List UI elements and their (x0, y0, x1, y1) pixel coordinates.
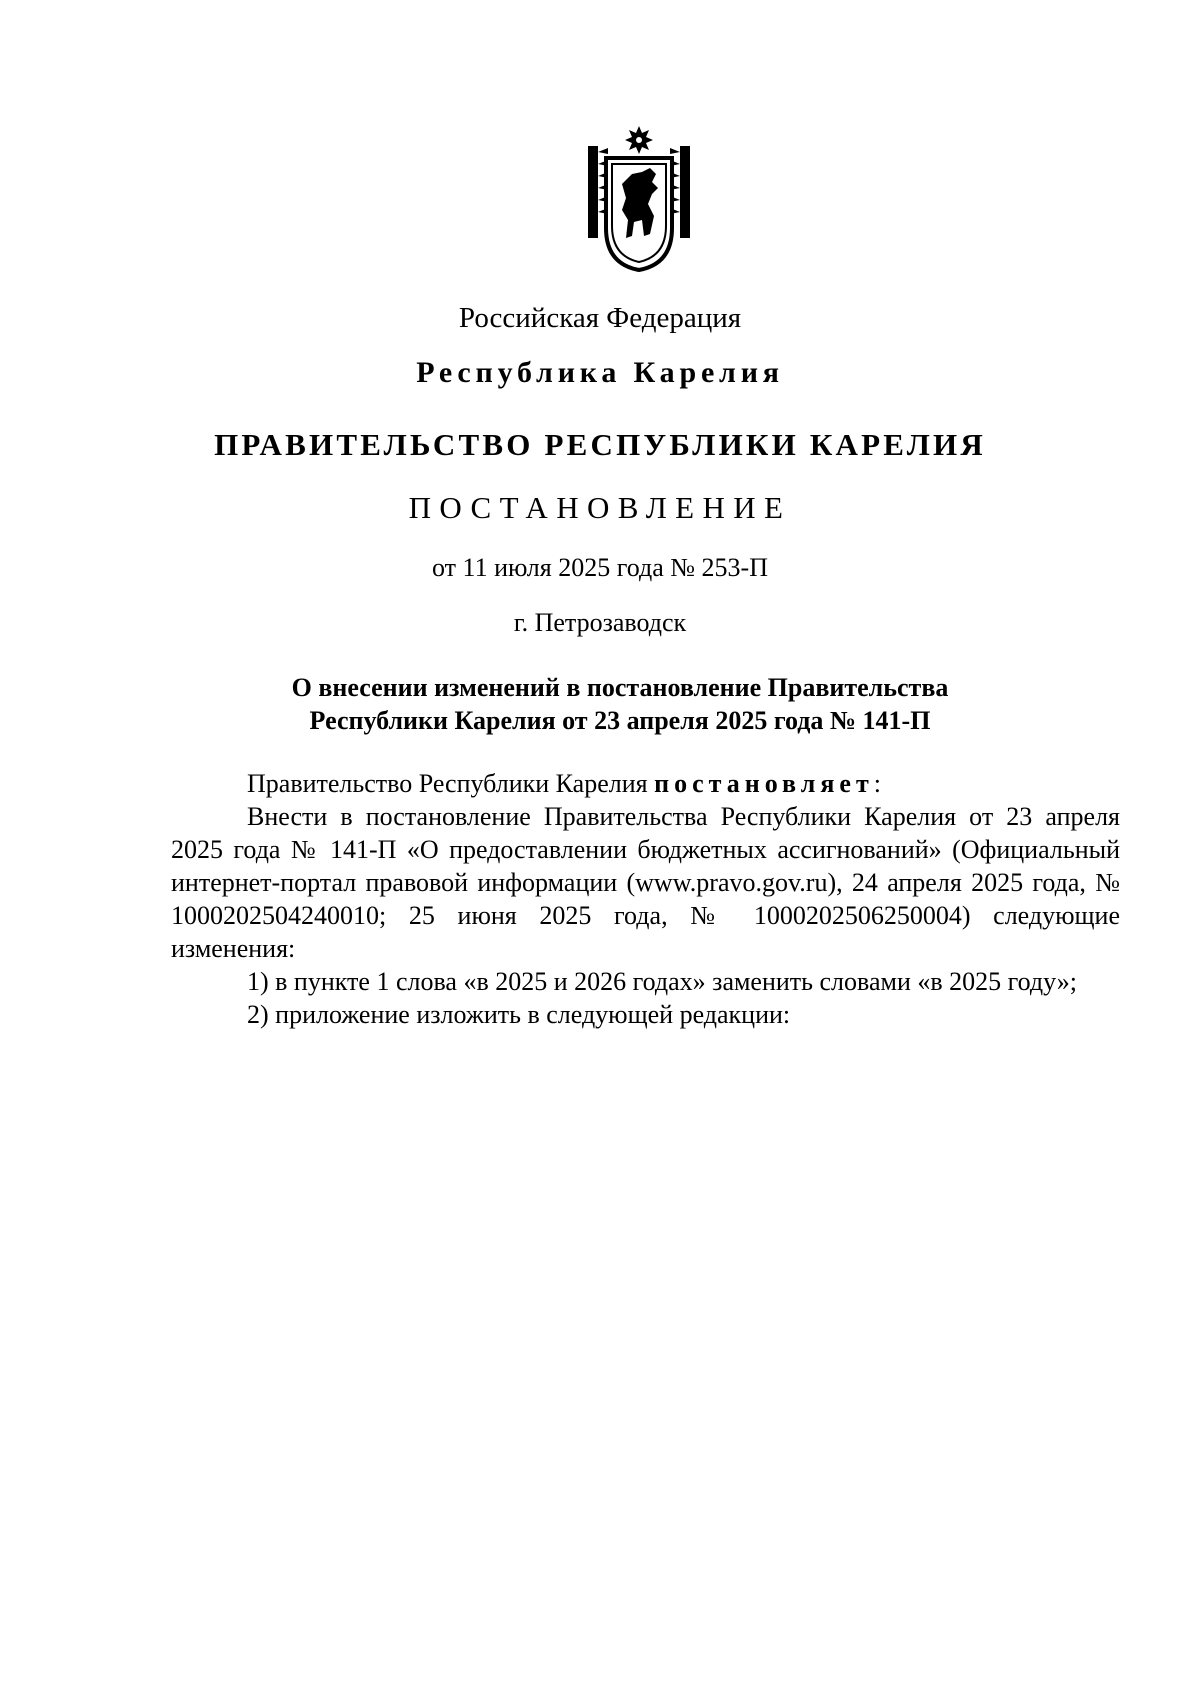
document-number: от 11 июля 2025 года № 253-П (432, 553, 768, 582)
item-1: 1) в пункте 1 слова «в 2025 и 2026 годах» заменить словами «в 2025 году»; (247, 967, 1078, 996)
title-line-2: Республики Карелия от 23 апреля 2025 года № 141-П (309, 706, 931, 735)
document-body (171, 767, 1120, 1031)
item-2: 2) приложение изложить в следующей редакции: (247, 1000, 791, 1029)
preamble-verb: постановляет (654, 769, 874, 798)
city-name: г. Петрозаводск (513, 608, 687, 637)
country-name: Российская Федерация (458, 302, 742, 334)
preamble-end: : (873, 769, 881, 798)
government-name: ПРАВИТЕЛЬСТВО РЕСПУБЛИКИ КАРЕЛИЯ (214, 427, 986, 462)
document-type: ПОСТАНОВЛЕНИЕ (408, 490, 792, 525)
preamble (171, 767, 1120, 800)
title-line-1: О внесении изменений в постановление Правительства (291, 673, 949, 702)
republic-name: Республика Карелия (416, 356, 784, 389)
preamble-text: Правительство Республики Карелия (247, 769, 655, 798)
karelia-coat-of-arms-icon (586, 124, 692, 274)
paragraph-1: Внести в постановление Правительства Республики Карелия от 23 апреля 2025 года № 141-П «О предоставлении бюджетных ассигнований» (Официальный интернет-портал правовой информации (www.pravo.gov.ru), 24 апреля 2025 года, № 1000202504240010; 25 июня 2025 года, № 1000202506250004) следующие изменения: (171, 802, 1120, 963)
document-title (245, 671, 995, 737)
